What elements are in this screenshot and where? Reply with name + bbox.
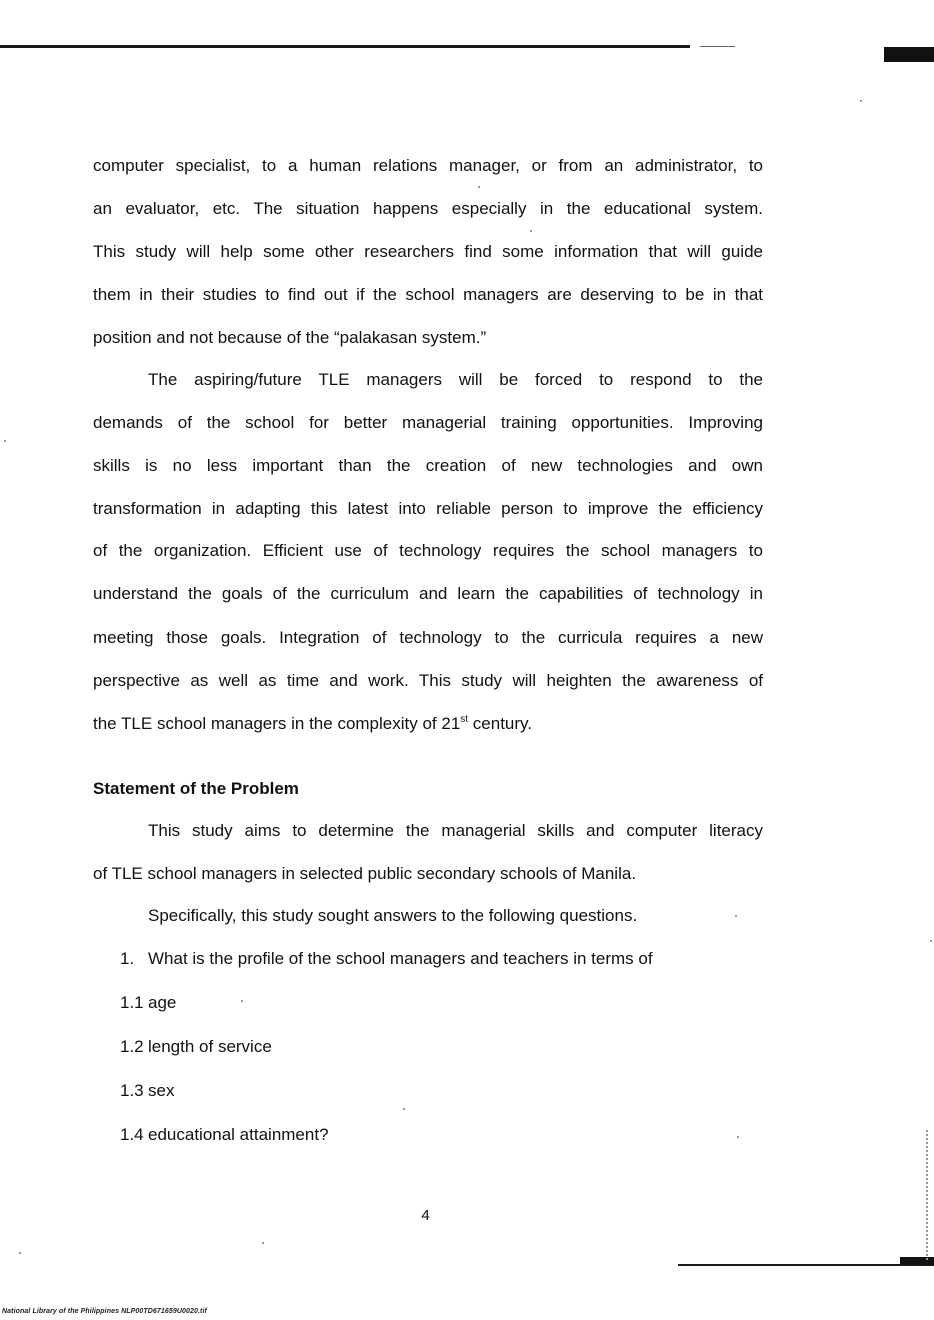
sub-list-text: sex [148,1081,175,1100]
text-line: This study will help some other researchers find some information that will guide [93,242,763,261]
scan-border-bottom [678,1264,934,1266]
scan-speck [241,1000,243,1002]
text-line: an evaluator, etc. The situation happens especially in the educational system. [93,199,763,218]
scan-speck [737,1136,739,1138]
text-line: perspective as well as time and work. This study will heighten the awareness of [93,671,763,690]
text-line: skills is no less important than the creation of new technologies and own [93,456,763,475]
sub-list-item [120,1037,272,1057]
sub-list-number: 1.2 [120,1037,144,1056]
scan-speck [930,940,932,942]
text-fragment: century. [468,714,532,733]
text-line [93,714,763,734]
text-line: transformation in adapting this latest into reliable person to improve the efficiency [93,499,763,518]
text-line: position and not because of the “palakasan system.” [93,328,487,347]
sub-list-number: 1.1 [120,993,144,1012]
scan-speck [860,100,862,102]
list-text: What is the profile of the school managers and teachers in terms of [148,949,653,968]
text-line: them in their studies to find out if the school managers are deserving to be in that [93,285,763,304]
text-line: computer specialist, to a human relations manager, or from an administrator, to [93,156,763,175]
text-line: demands of the school for better managerial training opportunities. Improving [93,413,763,432]
scan-border-top-fade [700,46,735,47]
text-line: understand the goals of the curriculum and learn the capabilities of technology in [93,584,763,603]
scan-speck [19,1252,21,1254]
scan-speck [735,915,737,917]
list-number: 1. [120,949,135,968]
scan-footer-source: National Library of the Philippines NLP00TD671659U0020.tif [2,1308,207,1315]
sub-list-number: 1.4 [120,1125,144,1144]
page-number: 4 [421,1207,430,1224]
scan-speck [403,1108,405,1110]
questions-intro: Specifically, this study sought answers to the following questions. [148,906,638,925]
scan-border-top [0,45,690,48]
sub-list-item [120,1081,174,1101]
scan-speck [478,186,480,188]
sub-list-text: length of service [148,1037,272,1056]
sub-list-text: age [148,993,177,1012]
scan-speck [530,230,532,232]
scan-speck [262,1242,264,1244]
list-item [120,949,653,969]
text-line: meeting those goals. Integration of technology to the curricula requires a new [93,628,763,647]
section-heading: Statement of the Problem [93,779,299,798]
scan-edge-right [926,1130,930,1260]
text-line: The aspiring/future TLE managers will be forced to respond to the [148,370,763,389]
text-line: This study aims to determine the managerial skills and computer literacy [148,821,763,840]
text-line: of TLE school managers in selected public secondary schools of Manila. [93,864,637,883]
superscript: st [460,714,469,725]
sub-list-number: 1.3 [120,1081,144,1100]
scan-speck [4,440,6,442]
sub-list-item [120,993,176,1013]
sub-list-item [120,1125,329,1145]
sub-list-text: educational attainment? [148,1125,329,1144]
text-line: of the organization. Efficient use of technology requires the school managers to [93,541,763,560]
text-fragment: the TLE school managers in the complexity of 21 [93,714,461,733]
scan-mark-top-right [884,47,934,62]
